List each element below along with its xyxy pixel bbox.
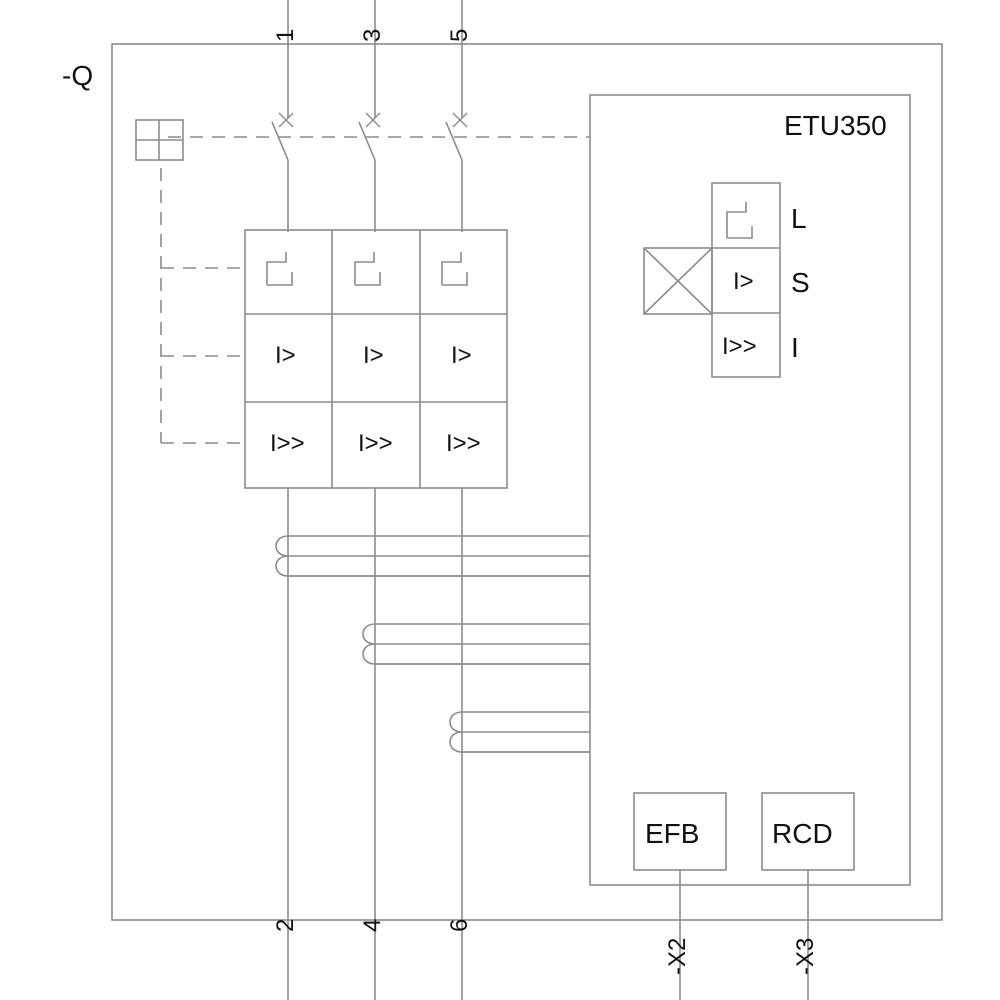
- terminal-label-x2: -X2: [664, 937, 691, 975]
- current-transformer-2: [363, 624, 590, 664]
- etu-row-2-symbol: I>: [733, 268, 754, 295]
- pole-3-overload-symbol: I>: [451, 342, 472, 369]
- etu-thermal-symbol: [727, 202, 746, 238]
- contact-blade-5: [446, 122, 462, 160]
- device-outer-frame: [112, 44, 942, 920]
- pole-1-overload-symbol: I>: [275, 342, 296, 369]
- etu-row-3-symbol: I>>: [722, 333, 757, 360]
- terminal-label-5: 5: [446, 28, 473, 42]
- thermal-release-symbols: [267, 252, 467, 285]
- pole-3-shortcircuit-symbol: I>>: [446, 430, 481, 457]
- rcd-module-label: RCD: [772, 818, 833, 849]
- pole-1-shortcircuit-symbol: I>>: [270, 430, 305, 457]
- current-transformer-3: [450, 712, 590, 752]
- etu-row-1-label: L: [791, 203, 807, 234]
- etu-row-3-label: I: [791, 332, 799, 363]
- terminal-label-4: 4: [359, 918, 386, 932]
- terminal-label-2: 2: [272, 918, 299, 932]
- contact-blade-3: [359, 122, 375, 160]
- contact-cross-marks: [279, 113, 467, 127]
- terminal-label-3: 3: [359, 28, 386, 42]
- pole-2-shortcircuit-symbol: I>>: [358, 430, 393, 457]
- terminal-label-1: 1: [272, 28, 299, 42]
- etu-row-2-label: S: [791, 267, 810, 298]
- device-designation-label: -Q: [62, 60, 94, 91]
- pole-2-overload-symbol: I>: [363, 342, 384, 369]
- terminal-label-x3: -X3: [792, 937, 819, 975]
- terminal-label-6: 6: [446, 918, 473, 932]
- current-transformer-1: [276, 536, 590, 576]
- efb-module-label: EFB: [645, 818, 700, 849]
- contact-blade-1: [272, 122, 288, 160]
- etu-frame: [590, 95, 910, 885]
- etu-type-label: ETU350: [784, 110, 887, 141]
